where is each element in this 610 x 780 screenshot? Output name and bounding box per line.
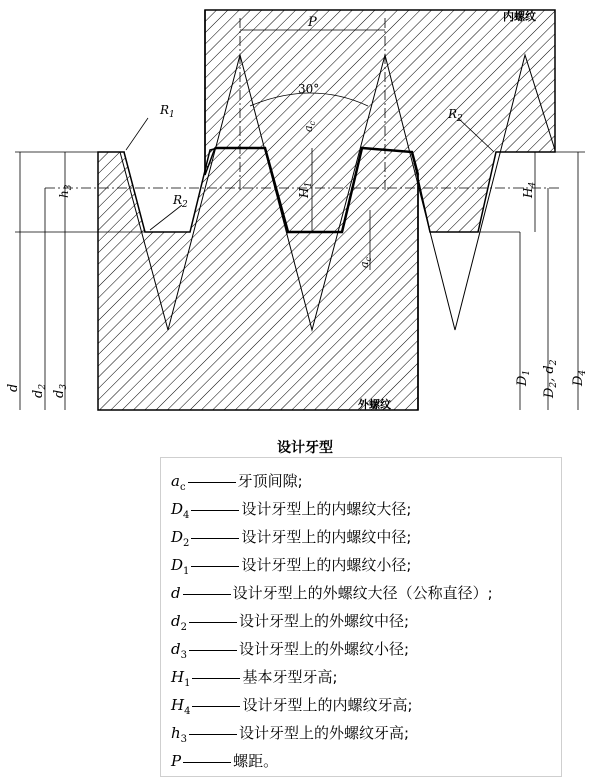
r2-left-label: $R_2$ [173, 193, 188, 210]
d-label: d [6, 383, 21, 392]
D2-d2-label: $D_2$, $d_2$ [542, 359, 559, 398]
h3-label: $h_3$ [57, 184, 74, 198]
legend-row: $H_4$ 设计牙型上的内螺纹牙高; [171, 696, 413, 717]
ac-bottom-label: $a_c$ [358, 256, 373, 268]
h4-label: $H_4$ [521, 181, 538, 198]
d3-label: $d_3$ [52, 383, 69, 398]
external-thread-label: 外螺纹 [358, 398, 391, 411]
D1-label: $D_1$ [515, 369, 532, 386]
legend-row: $D_1$ 设计牙型上的内螺纹小径; [171, 556, 412, 577]
r1-label: $R_1$ [160, 103, 175, 120]
legend-row: $d_3$ 设计牙型上的外螺纹小径; [171, 640, 410, 661]
legend-row: $d_2$ 设计牙型上的外螺纹中径; [171, 612, 410, 633]
D4-label: $D_4$ [571, 369, 588, 386]
legend-row: $D_4$ 设计牙型上的内螺纹大径; [171, 500, 412, 521]
symbol-legend [160, 457, 562, 777]
legend-row: d 设计牙型上的外螺纹大径（公称直径）; [171, 584, 493, 602]
legend-row: $H_1$ 基本牙型牙高; [171, 668, 338, 689]
internal-thread-label: 内螺纹 [503, 10, 536, 23]
external-thread-region [98, 148, 418, 410]
h1-label: $H_1$ [297, 181, 314, 198]
ac-top-label: $a_c$ [302, 120, 317, 132]
r2-right-label: $R_2$ [448, 107, 463, 124]
figure-caption: 设计牙型 [277, 440, 333, 456]
d2-label: $d_2$ [31, 383, 48, 398]
legend-row: $D_2$ 设计牙型上的内螺纹中径; [171, 528, 412, 549]
pitch-label: P [308, 15, 317, 30]
legend-row: P 螺距。 [171, 752, 279, 770]
legend-row: $a_c$ 牙顶间隙; [171, 472, 303, 493]
angle-label: 30° [298, 82, 320, 96]
legend-row: $h_3$ 设计牙型上的外螺纹牙高; [171, 724, 410, 745]
